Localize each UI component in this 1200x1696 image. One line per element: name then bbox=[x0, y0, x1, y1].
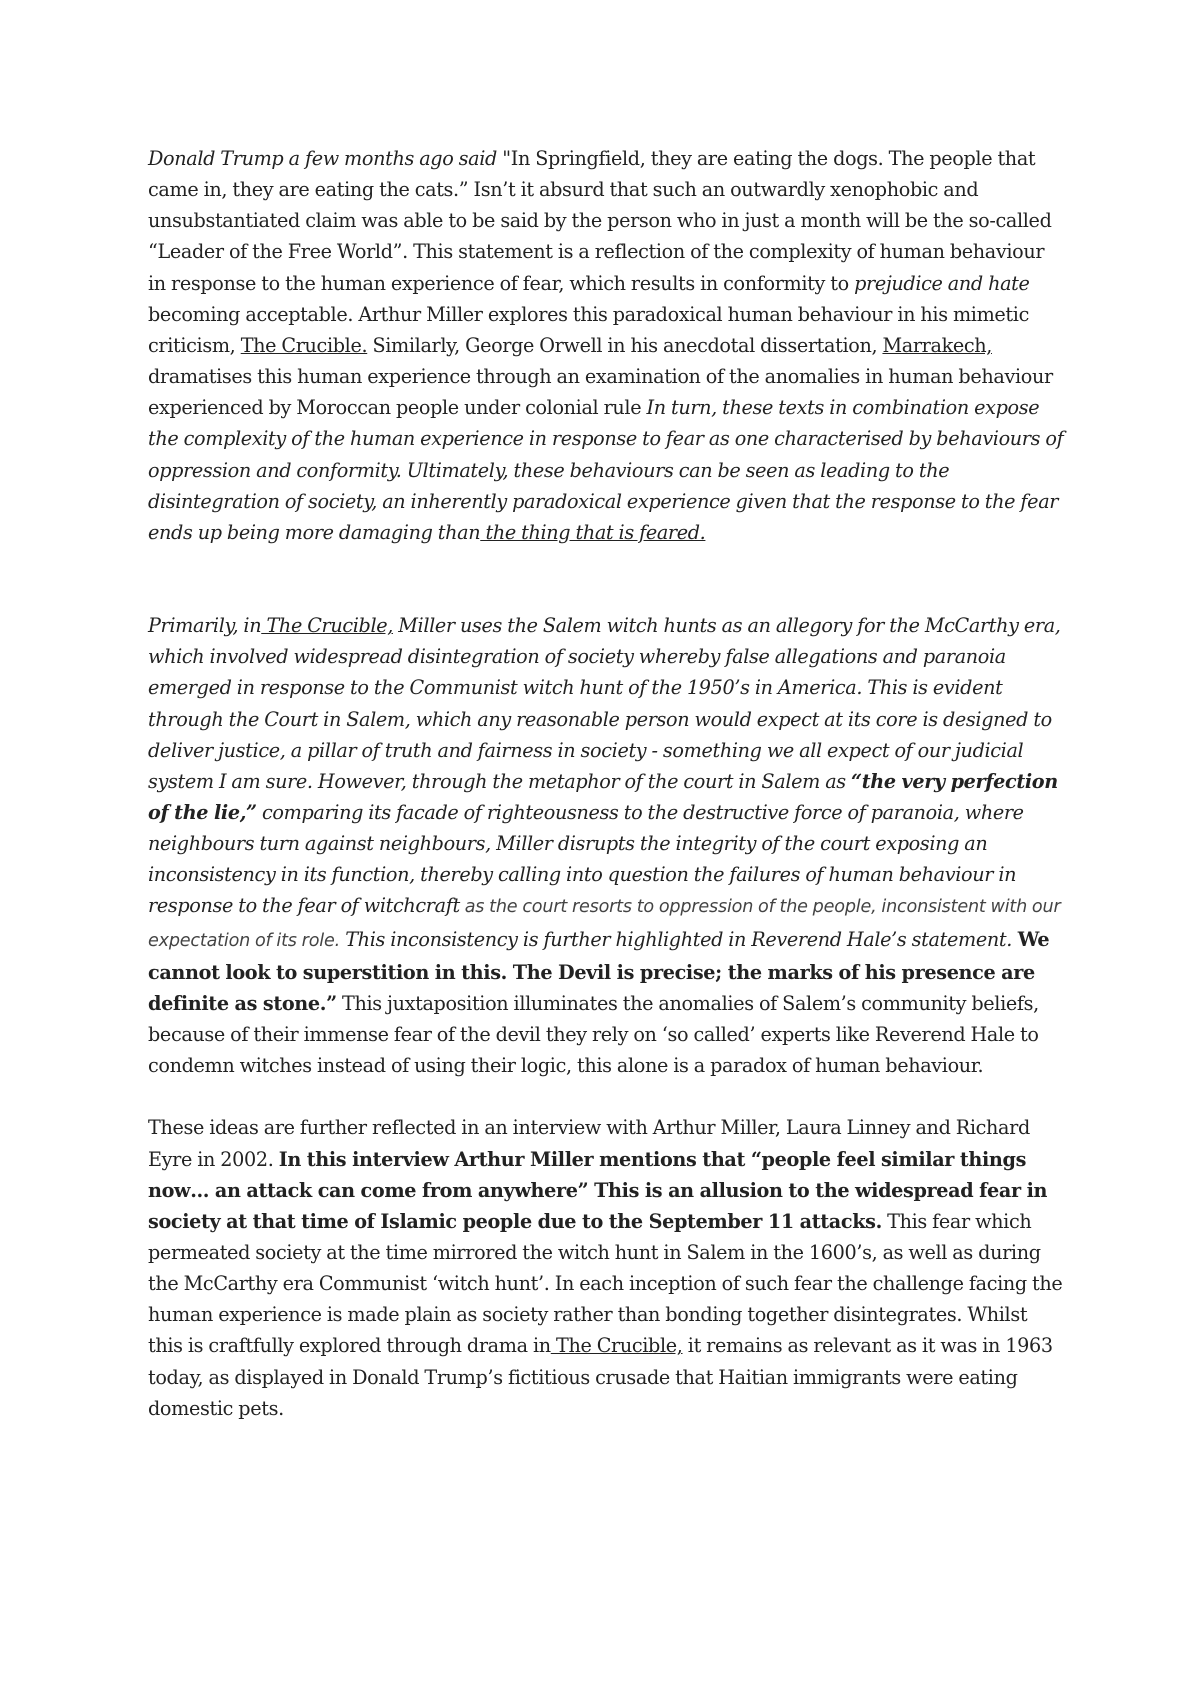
text-span: Miller uses the Salem witch hunts as an allegory for the McCarthy era, which involved widespread disintegration of society whereby false allegations and paranoia emerged in response to the Communist witch hunt of the 1950’s in America. This is evident through the Court in Salem, which any reasonable person would expect at its core is designed to deliver justice, a pillar of truth and fairness in society - something we all expect of our judicial system I am sure. However, through the metaphor of the court in Salem as bbox=[148, 614, 1061, 793]
title-crucible: The Crucible. bbox=[240, 333, 368, 357]
text-span: it remains as relevant as it was in 1963 today, as displayed in Donald Trump’s fictitious crusade that Haitian immigrants were eating domestic pets. bbox=[148, 1334, 1053, 1420]
interview-quote: In this interview Arthur Miller mentions that “people feel similar things now… an attack can come from anywhere” This is an allusion to the widespread fear in society at that time of Islamic people due to the September 11 attacks. bbox=[148, 1147, 1048, 1233]
paragraph-interview bbox=[148, 1112, 1066, 1424]
text-span: This juxtaposition illuminates the anomalies of Salem’s community beliefs, because of their immense fear of the devil they rely on ‘so called’ experts like Reverend Hale to condemn witches instead of using their logic, this alone is a paradox of human behaviour. bbox=[148, 991, 1039, 1078]
title-marrakech: Marrakech, bbox=[882, 333, 993, 357]
thesis-ending: the thing that is feared. bbox=[480, 520, 706, 544]
text-span: This fear which permeated society at the time mirrored the witch hunt in Salem in the 1600’s, as well as during the McCarthy era Communist ‘witch hunt’. In each inception of such fear the challenge facing the human experience is made plain as society rather than bonding together disintegrates. Whilst this is craftfully explored through drama in bbox=[148, 1209, 1063, 1358]
text-span: prejudice and hate bbox=[854, 271, 1030, 295]
title-crucible: The Crucible, bbox=[261, 614, 394, 638]
paragraph-introduction bbox=[148, 143, 1066, 548]
text-span: "In Springfield, they are eating the dogs. The people that came in, they are eating the cats.” Isn’t it absurd that such an outwardly xenophobic and unsubstantiated claim was able to be said by the person who in just a month will be the so-called “Leader of the Free World”. This statement is a reflection of the complexity of human behaviour in response to the human experience of fear, which results in conformity to bbox=[148, 147, 1052, 295]
text-span: dramatises this human experience through an examination of the anomalies in human behaviour experienced by Moroccan people under colonial rule bbox=[148, 365, 1053, 420]
title-crucible: The Crucible, bbox=[550, 1334, 683, 1358]
text-span: Donald Trump a few months ago said bbox=[148, 147, 497, 170]
quote-perfection-of-lie: “the very perfection of the lie,” bbox=[148, 769, 1058, 824]
text-span: as the court resorts to oppression of the people, inconsistent with our expectation of its role. bbox=[148, 897, 1061, 951]
thesis-statement: In turn, these texts in combination expose the complexity of the human experience in response to fear as one characterised by behaviours of oppression and conformity. Ultimately, these behaviours can be seen as leading to the disintegration of society, an inherently paradoxical experience given that the response to the fear ends up being more damaging than bbox=[148, 396, 1064, 544]
paragraph-crucible-analysis bbox=[148, 610, 1066, 1081]
text-span: Primarily, in bbox=[148, 614, 262, 638]
text-span: Similarly, George Orwell in his anecdotal dissertation, bbox=[367, 333, 883, 357]
text-span: becoming acceptable. Arthur Miller explores this paradoxical human behaviour in his mimetic criticism, bbox=[148, 302, 1029, 357]
essay-body bbox=[148, 143, 1066, 1424]
text-span: comparing its facade of righteousness to the destructive force of paranoia, where neighbours turn against neighbours, Miller disrupts the integrity of the court exposing an inconsistency in its function, thereby calling into question the failures of human behaviour in response to the fear of witchcraft bbox=[148, 800, 1024, 918]
quote-reverend-hale: We cannot look to superstition in this. The Devil is precise; the marks of his presence are definite as stone.” bbox=[148, 927, 1050, 1015]
text-span: This inconsistency is further highlighted in Reverend Hale’s statement. bbox=[339, 927, 1012, 951]
text-span: These ideas are further reflected in an interview with Arthur Miller, Laura Linney and Richard Eyre in 2002. bbox=[148, 1116, 1030, 1171]
